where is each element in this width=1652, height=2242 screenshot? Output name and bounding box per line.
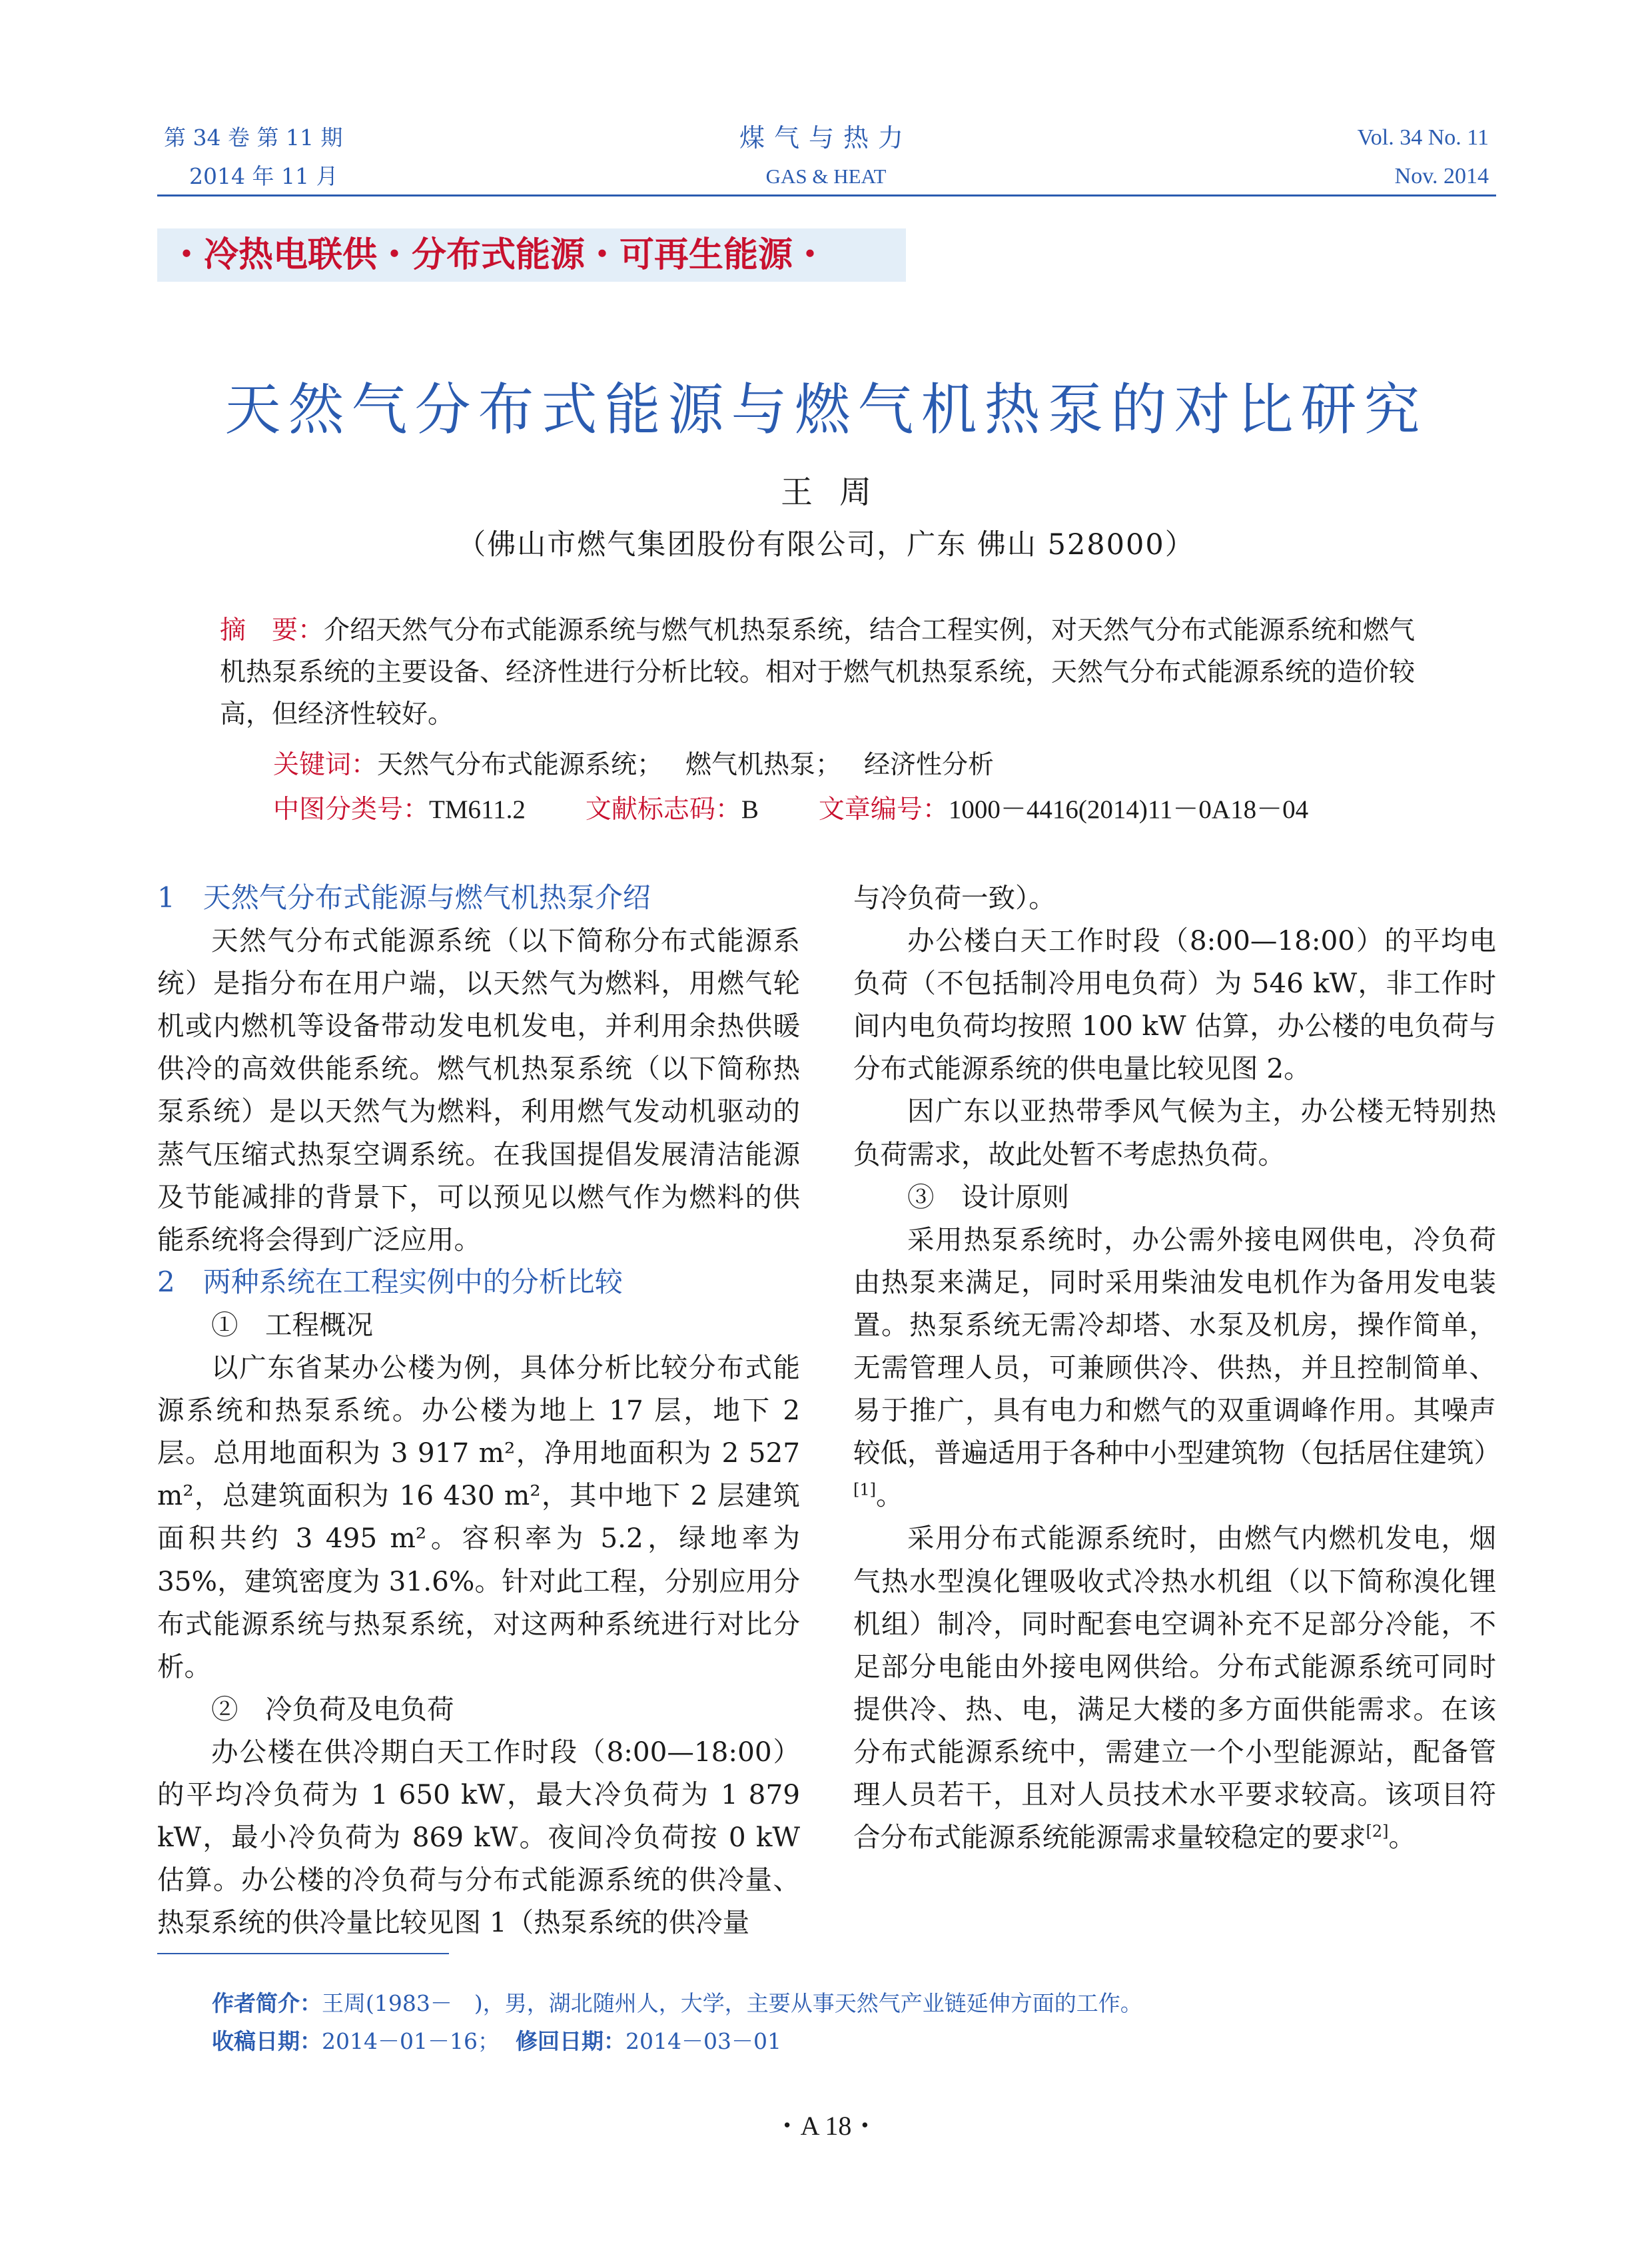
footnote-rule xyxy=(157,1953,449,1954)
article-number: 1000－4416(2014)11－0A18－04 xyxy=(948,795,1309,824)
body-column-left xyxy=(157,877,800,1944)
column-banner: ・冷热电联供・分布式能源・可再生能源・ xyxy=(157,228,906,282)
classification-line xyxy=(273,789,1308,826)
doc-code: B xyxy=(741,795,759,824)
citation-ref[interactable]: [1] xyxy=(853,1480,876,1499)
paragraph: 天然气分布式能源系统（以下简称分布式能源系统）是指分布在用户端，以天然气为燃料，用燃气轮机或内燃机等设备带动发电机发电，并利用余热供暖供冷的高效供能系统。燃气机热泵系统（以下简称热泵系统）是以天然气为燃料，利用燃气发动机驱动的蒸气压缩式热泵空调系统。在我国提倡发展清洁能源及节能减排的背景下，可以预见以燃气作为燃料的供能系统将会得到广泛应用。 xyxy=(157,925,800,1256)
abstract xyxy=(220,609,1439,735)
received-date: 2014－01－16； xyxy=(322,2028,500,2054)
received-date-label: 收稿日期： xyxy=(212,2028,322,2054)
paragraph: 办公楼白天工作时段（8:00—18:00）的平均电负荷（不包括制冷用电负荷）为 546 kW，非工作时间内电负荷均按照 100 kW 估算，办公楼的电负荷与分布式能源系统的供电量比较见图 2。 xyxy=(853,925,1496,1085)
running-header-right xyxy=(1252,119,1489,196)
author-name: 王周 xyxy=(780,474,898,511)
publication-date-en: Nov. 2014 xyxy=(1394,164,1489,188)
revised-date: 2014－03－01 xyxy=(625,2028,781,2054)
paragraph: 采用分布式能源系统时，由燃气内燃机发电，烟气热水型溴化锂吸收式冷热水机组（以下简称溴化锂机组）制冷，同时配套电空调补充不足部分冷能，不足部分电能由外接电网供给。分布式能源系统可同时提供冷、热、电，满足大楼的多方面供能需求。在该分布式能源系统中，需建立一个小型能源站，配备管理人员若干，且对人员技术水平要求较高。该项目符合分布式能源系统能源需求量较稳定的要求[2]。 xyxy=(853,1522,1496,1854)
volume-issue: 第 34 卷 第 11 期 xyxy=(164,125,343,151)
article-title: 天然气分布式能源与燃气机热泵的对比研究 xyxy=(224,377,1428,442)
clc-label: 中图分类号： xyxy=(273,795,430,825)
running-header-journal xyxy=(693,119,959,196)
journal-name-cn: 煤气与热力 xyxy=(739,123,913,153)
page-number: ・A 18・ xyxy=(773,2111,879,2141)
abstract-text: 介绍天然气分布式能源系统与燃气机热泵系统，结合工程实例，对天然气分布式能源系统和燃气机热泵系统的主要设备、经济性进行分析比较。相对于燃气机热泵系统，天然气分布式能源系统的造价较高，但经济性较好。 xyxy=(220,615,1416,729)
header-rule xyxy=(157,194,1496,196)
keyword-3: 经济性分析 xyxy=(864,750,995,780)
paragraph: 因广东以亚热带季风气候为主，办公楼无特别热负荷需求，故此处暂不考虑热负荷。 xyxy=(853,1095,1496,1170)
keywords xyxy=(273,744,994,781)
paragraph: 办公楼在供冷期白天工作时段（8:00—18:00）的平均冷负荷为 1 650 kW，最大冷负荷为 1 879 kW，最小冷负荷为 869 kW。夜间冷负荷按 0 kW 估算。办公楼的冷负荷与分布式能源系统的供冷量、热泵系统的供冷量比较见图 1（热泵系统的供冷量 xyxy=(157,1735,800,1939)
author-bio xyxy=(212,1986,1142,2018)
keywords-label: 关键词： xyxy=(273,750,378,780)
author-affiliation: （佛山市燃气集团股份有限公司，广东 佛山 528000） xyxy=(457,528,1195,561)
keyword-1: 天然气分布式能源系统； xyxy=(377,750,663,780)
paragraph-continuation: 与冷负荷一致）。 xyxy=(853,882,1056,914)
journal-name-en: GAS & HEAT xyxy=(765,165,887,188)
publication-date: 2014 年 11 月 xyxy=(189,163,338,189)
subsection-heading: ② 冷负荷及电负荷 xyxy=(211,1692,454,1725)
revised-date-label: 修回日期： xyxy=(515,2028,625,2054)
author-bio-label: 作者简介： xyxy=(212,1990,322,2016)
keyword-2: 燃气机热泵； xyxy=(685,750,842,780)
section-heading-1: 1 天然气分布式能源与燃气机热泵介绍 xyxy=(157,881,651,914)
submission-dates xyxy=(212,2024,781,2055)
running-header-left xyxy=(164,119,342,196)
subsection-heading: ③ 设计原则 xyxy=(907,1180,1069,1213)
volume-issue-en: Vol. 34 No. 11 xyxy=(1357,125,1489,150)
paragraph: 以广东省某办公楼为例，具体分析比较分布式能源系统和热泵系统。办公楼为地上 17 层，地下 2 层。总用地面积为 3 917 m²，净用地面积为 2 527 m²，总建筑面积为 16 430 m²，其中地下 2 层建筑面积共约 3 495 m²。容积率为 5.2，绿地率为 35%，建筑密度为 31.6%。针对此工程，分别应用分布式能源系统与热泵系统，对这两种系统进行对比分析。 xyxy=(157,1351,800,1682)
paragraph: 采用热泵系统时，办公需外接电网供电，冷负荷由热泵来满足，同时采用柴油发电机作为备用发电装置。热泵系统无需冷却塔、水泵及机房，操作简单，无需管理人员，可兼顾供冷、供热，并且控制简单、易于推广，具有电力和燃气的双重调峰作用。其噪声较低，普遍适用于各种中小型建筑物（包括居住建筑）[1]。 xyxy=(853,1223,1501,1512)
clc-number: TM611.2 xyxy=(429,795,526,824)
citation-ref[interactable]: [2] xyxy=(1366,1822,1389,1841)
body-column-right xyxy=(853,877,1501,1858)
doc-code-label: 文献标志码： xyxy=(585,795,741,825)
author-bio-text: 王周(1983－ )，男，湖北随州人，大学，主要从事天然气产业链延伸方面的工作。 xyxy=(322,1990,1142,2016)
section-heading-2: 2 两种系统在工程实例中的分析比较 xyxy=(157,1265,623,1298)
article-number-label: 文章编号： xyxy=(818,795,949,825)
subsection-heading: ① 工程概况 xyxy=(211,1308,373,1341)
abstract-label: 摘 要： xyxy=(220,615,324,645)
